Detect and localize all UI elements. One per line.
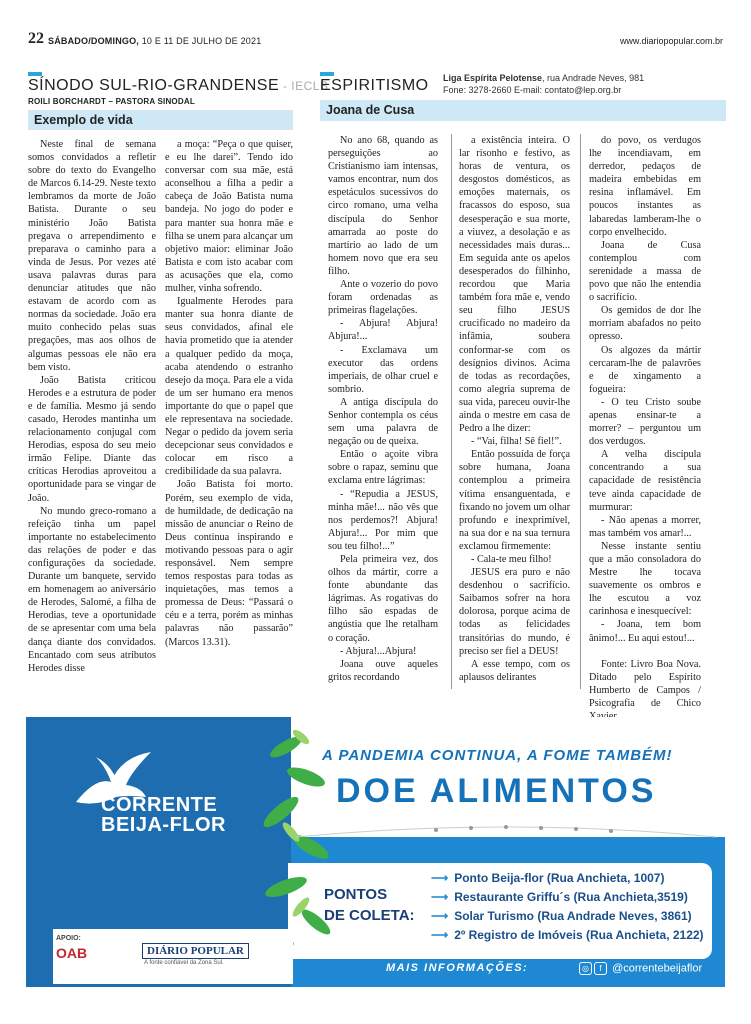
org-info [443,72,644,96]
paragraph: Então o açoite vibra sobre o rapaz, seminu que exclama entre lágrimas: [328,449,438,487]
collection-point: ⟶ Restaurante Griffu´s (Rua Anchieta,3519) [431,890,688,904]
paragraph: - O teu Cristo soube apenas ensinar-te a morrer? – perguntou um dos verdugos. [589,396,701,448]
paragraph: - Não apenas a morrer, mas também vos amar!... [589,514,701,539]
page-number: 22 [28,30,44,47]
paragraph: JESUS era puro e não desdenhou o sacrifício. Saibamos sofrer na hora dolorosa, porque acima de todas as felicidades transitórias do mundo, é preciso ser fiel a DEUS! [459,567,570,657]
arrow-right-icon: ⟶ [431,890,449,904]
ad-banner [26,717,725,987]
paragraph: A antiga discípula do Senhor contempla os céus sem uma palavra de negação ou de queixa. [328,396,438,448]
article-column-1 [328,134,438,684]
collection-point: ⟶ Ponto Beija-flor (Rua Anchieta, 1007) [431,871,665,885]
paragraph: No mundo greco-romano a refeição tinha um papel importante no estabelecimento das relações de poder e das configurações da sociedade. Durante um banquete, servido em homenagem ao aniversário de Herodes, Salomé, a filha de Herodias, teve a oportunidade de se apresentar com uma bela dança diante dos convidados. Encantado com seus atributos Herodes disse [28,505,156,674]
site-url[interactable]: www.diariopopular.com.br [619,36,723,46]
brand-line-2: BEIJA-FLOR [101,814,226,836]
support-label: APOIO: [56,935,81,942]
paragraph: a existência inteira. O lar risonho e festivo, as horas de ventura, os desgostos domésticos, as emoções maternais, os fracassos do esposo, sua desesperação e sua morte, a viuvez, a desolação e as necessidades mais duras... Em seguida ante os apelos desesperados do filhinho, recordou que Maria também fora mãe e, vendo seu filho JESUS crucificado no madeiro da infâmia, soubera conformar-se com os desígnios divinos. Acima de todas as recordações, como alegria suprema de sua vida, pareceu ouvir-lhe ainda o mestre em casa de Pedro a lhe dizer: [459,135,570,435]
article-column-1 [28,138,156,675]
brand-line-1: CORRENTE [101,794,218,816]
date-rest: 10 E 11 DE JULHO DE 2021 [139,36,262,46]
paragraph: - “Vai, filha! Sê fiel!”. [471,436,562,448]
section-title-espiritismo: ESPIRITISMO [320,77,429,94]
paragraph: Pela primeira vez, dos olhos da mártir, corre a fonte abundante das lágrimas. As rogativas do filho são espadas de angústia que lhe retalham o coração. [328,554,438,644]
paragraph: - Exclamava um executor das ordens imperiais, de olhar cruel e sombrio. [328,344,438,395]
paragraph: João Batista criticou Herodes e a estrutura de poder e de família. Mesmo já sendo casado, Herodes mantinha um relacionamento conjugal com Herodias, esposa do seu meio irmão Felipe. Diante das críticas Herodias aproveitou a oportunidade para se vingar de João. [28,374,156,504]
article-column-2 [165,138,293,649]
paragraph: A velha discípula concentrando a sua capacidade de resistência teve ainda capacidade de murmurar: [589,449,701,513]
collection-points-list [431,869,704,945]
paragraph: Então possuída de força sobre humana, Joana contemplou a primeira vítima ensanguentada, e fixando no jovem um olhar profundo e inexprimível, na sua dor e na sua ternura exclamou firmemente: [459,449,570,552]
paragraph: - Abjura! Abjura! Abjura!... [328,318,438,343]
section-accent-bar [28,72,42,76]
org-name: Liga Espírita Pelotense [443,73,543,83]
collection-point: ⟶ Solar Turismo (Rua Andrade Neves, 3861) [431,909,692,923]
paragraph: Ante o vozerio do povo foram ordenadas as primeiras flagelações. [328,279,438,317]
column-divider [580,134,581,689]
paragraph: Neste final de semana somos convidados a refletir sobre do texto do Evangelho de Marcos 6.14-29. Neste texto lembramos da morte de João Batista. Durante o seu ministério João Batista pregava o arrependimento e preparava o caminho para a vinda de Jesus. Por vezes até usava palavras duras para denunciar atitudes que não estavam de acordo com as normas da sociedade. João era muito conhecido pelas suas pregações, mas aos olhos de algumas pessoas ele não era bem visto. [28,139,156,373]
collection-point: ⟶ 2º Registro de Imóveis (Rua Anchieta, 2122) [431,928,704,942]
paragraph: Nesse instante sentiu que a mão consoladora do Mestre lhe tocava suavemente os ombros e lhe escutou a voz carinhosa e inesquecível: [589,540,701,618]
page-header [28,30,723,48]
arrow-right-icon: ⟶ [431,871,449,885]
birds-on-wire-decoration [296,812,716,852]
paragraph: - Abjura!...Abjura! [340,645,417,657]
brand-name [101,795,226,835]
paragraph: Os gemidos de dor lhe morriam abafados no peito opresso. [589,305,701,343]
diario-popular-logo: DIÁRIO POPULAR [142,943,249,959]
slogan: A PANDEMIA CONTINUA, A FOME TAMBÉM! [322,747,673,764]
page-date [48,36,261,46]
paragraph: - Cala-te meu filho! [471,554,552,565]
headline: DOE ALIMENTOS [336,772,657,810]
byline: ROILI BORCHARDT – PASTORA SINODAL [28,97,195,106]
column-divider [451,134,452,689]
date-weekday: SÁBADO/DOMINGO, [48,36,140,46]
paragraph: Igualmente Herodes para manter sua honra diante de seus convidados, afinal ele havia prometido que ia atender a qualquer pedido da moça, acaba atendendo o estranho desejo da moça. Para ele a vida de um ser humano era menos importante do que o papel que ele representava na sociedade. Negar o pedido da jovem seria decepcionar seus convidados e colocar em risco a credibilidade da sua palavra. [165,296,293,478]
article-column-2 [459,134,570,684]
paragraph: Fonte: Livro Boa Nova. Ditado pelo Espírito Humberto de Campos / Psicografia de Chico [589,658,701,710]
paragraph: - Joana, tem bom ânimo!... Eu aqui estou!... [589,619,701,644]
paragraph: - “Repudia a JESUS, minha mãe!... não vês que nos perdemos?! Abjura! Abjura!... Por mim que sou teu filho!...” [328,488,438,552]
facebook-icon: f [594,962,607,975]
article-tab-joana: Joana de Cusa [320,100,726,121]
more-info-label: MAIS INFORMAÇÕES: [386,962,529,974]
paragraph: A esse tempo, com os aplausos delirantes [459,658,570,683]
oab-logo: OAB [56,945,88,961]
arrow-right-icon: ⟶ [431,928,449,942]
section-subtitle: - IECLB [279,79,329,93]
collection-points-label: PONTOS DE COLETA: [324,886,415,924]
social-handle[interactable]: ◎ f @correntebeijaflor [579,962,702,975]
section-accent-bar [320,72,334,76]
paragraph: a moça: “Peça o que quiser, e eu lhe darei”. Tendo ido conversar com sua mãe, está aconselhou a filha a pedir a cabeça de João Batista numa bandeja. No jogo do poder e para manter sua honra mãe e filha se unem para alcançar um objetivo maior: eliminar João Batista e com isto acabar com as acusações que ela, como mulher, vinha sofrendo. [165,139,293,295]
arrow-right-icon: ⟶ [431,909,449,923]
paragraph [589,645,701,658]
paragraph: No ano 68, quando as perseguições ao Cristianismo iam intensas, vamos encontrar, num dos espetáculos sucessivos do circo romano, uma velha discípula do Senhor amarrada ao poste do martírio ao lado de um homem novo que era seu filho. [328,135,438,277]
section-title-sinodo: SÍNODO SUL-RIO-GRANDENSE - IECLB [28,77,329,94]
paragraph: Joana ouve aqueles gritos recordando [328,658,438,683]
article-column-3 [589,134,701,723]
org-contact: Fone: 3278-2660 E-mail: contato@lep.org.br [443,85,622,95]
org-address: , rua Andrade Neves, 981 [542,73,645,83]
diario-popular-tagline: A fonte confiável da Zona Sul. [144,960,224,966]
paragraph: João Batista foi morto. Porém, seu exemplo de vida, de humildade, de dedicação na missão de anunciar o Reino de Deus continua inspirando e motivando pessoas para o agir responsável. Nem sempre temos respostas para todas as inquietações, mas temos a promessa de Deus: “Passará o céu e a terra, porém as minhas palavras não passarão” (Marcos 13.31). [165,479,293,648]
paragraph: Os algozes da mártir cercaram-lhe de palavrões e de xingamento a fogueira: [589,344,701,395]
paragraph: Joana de Cusa contemplou com serenidade a massa de povo que não lhe entendia o sacrifício. [589,239,701,304]
paragraph: do povo, os verdugos lhe incendiavam, em derredor, pedaços de madeira embebidas em resina inflamável. Em poucos instantes as labaredas lamberam-lhe o corpo envelhecido. [589,135,701,238]
instagram-icon: ◎ [579,962,592,975]
article-tab-exemplo: Exemplo de vida [28,110,293,130]
